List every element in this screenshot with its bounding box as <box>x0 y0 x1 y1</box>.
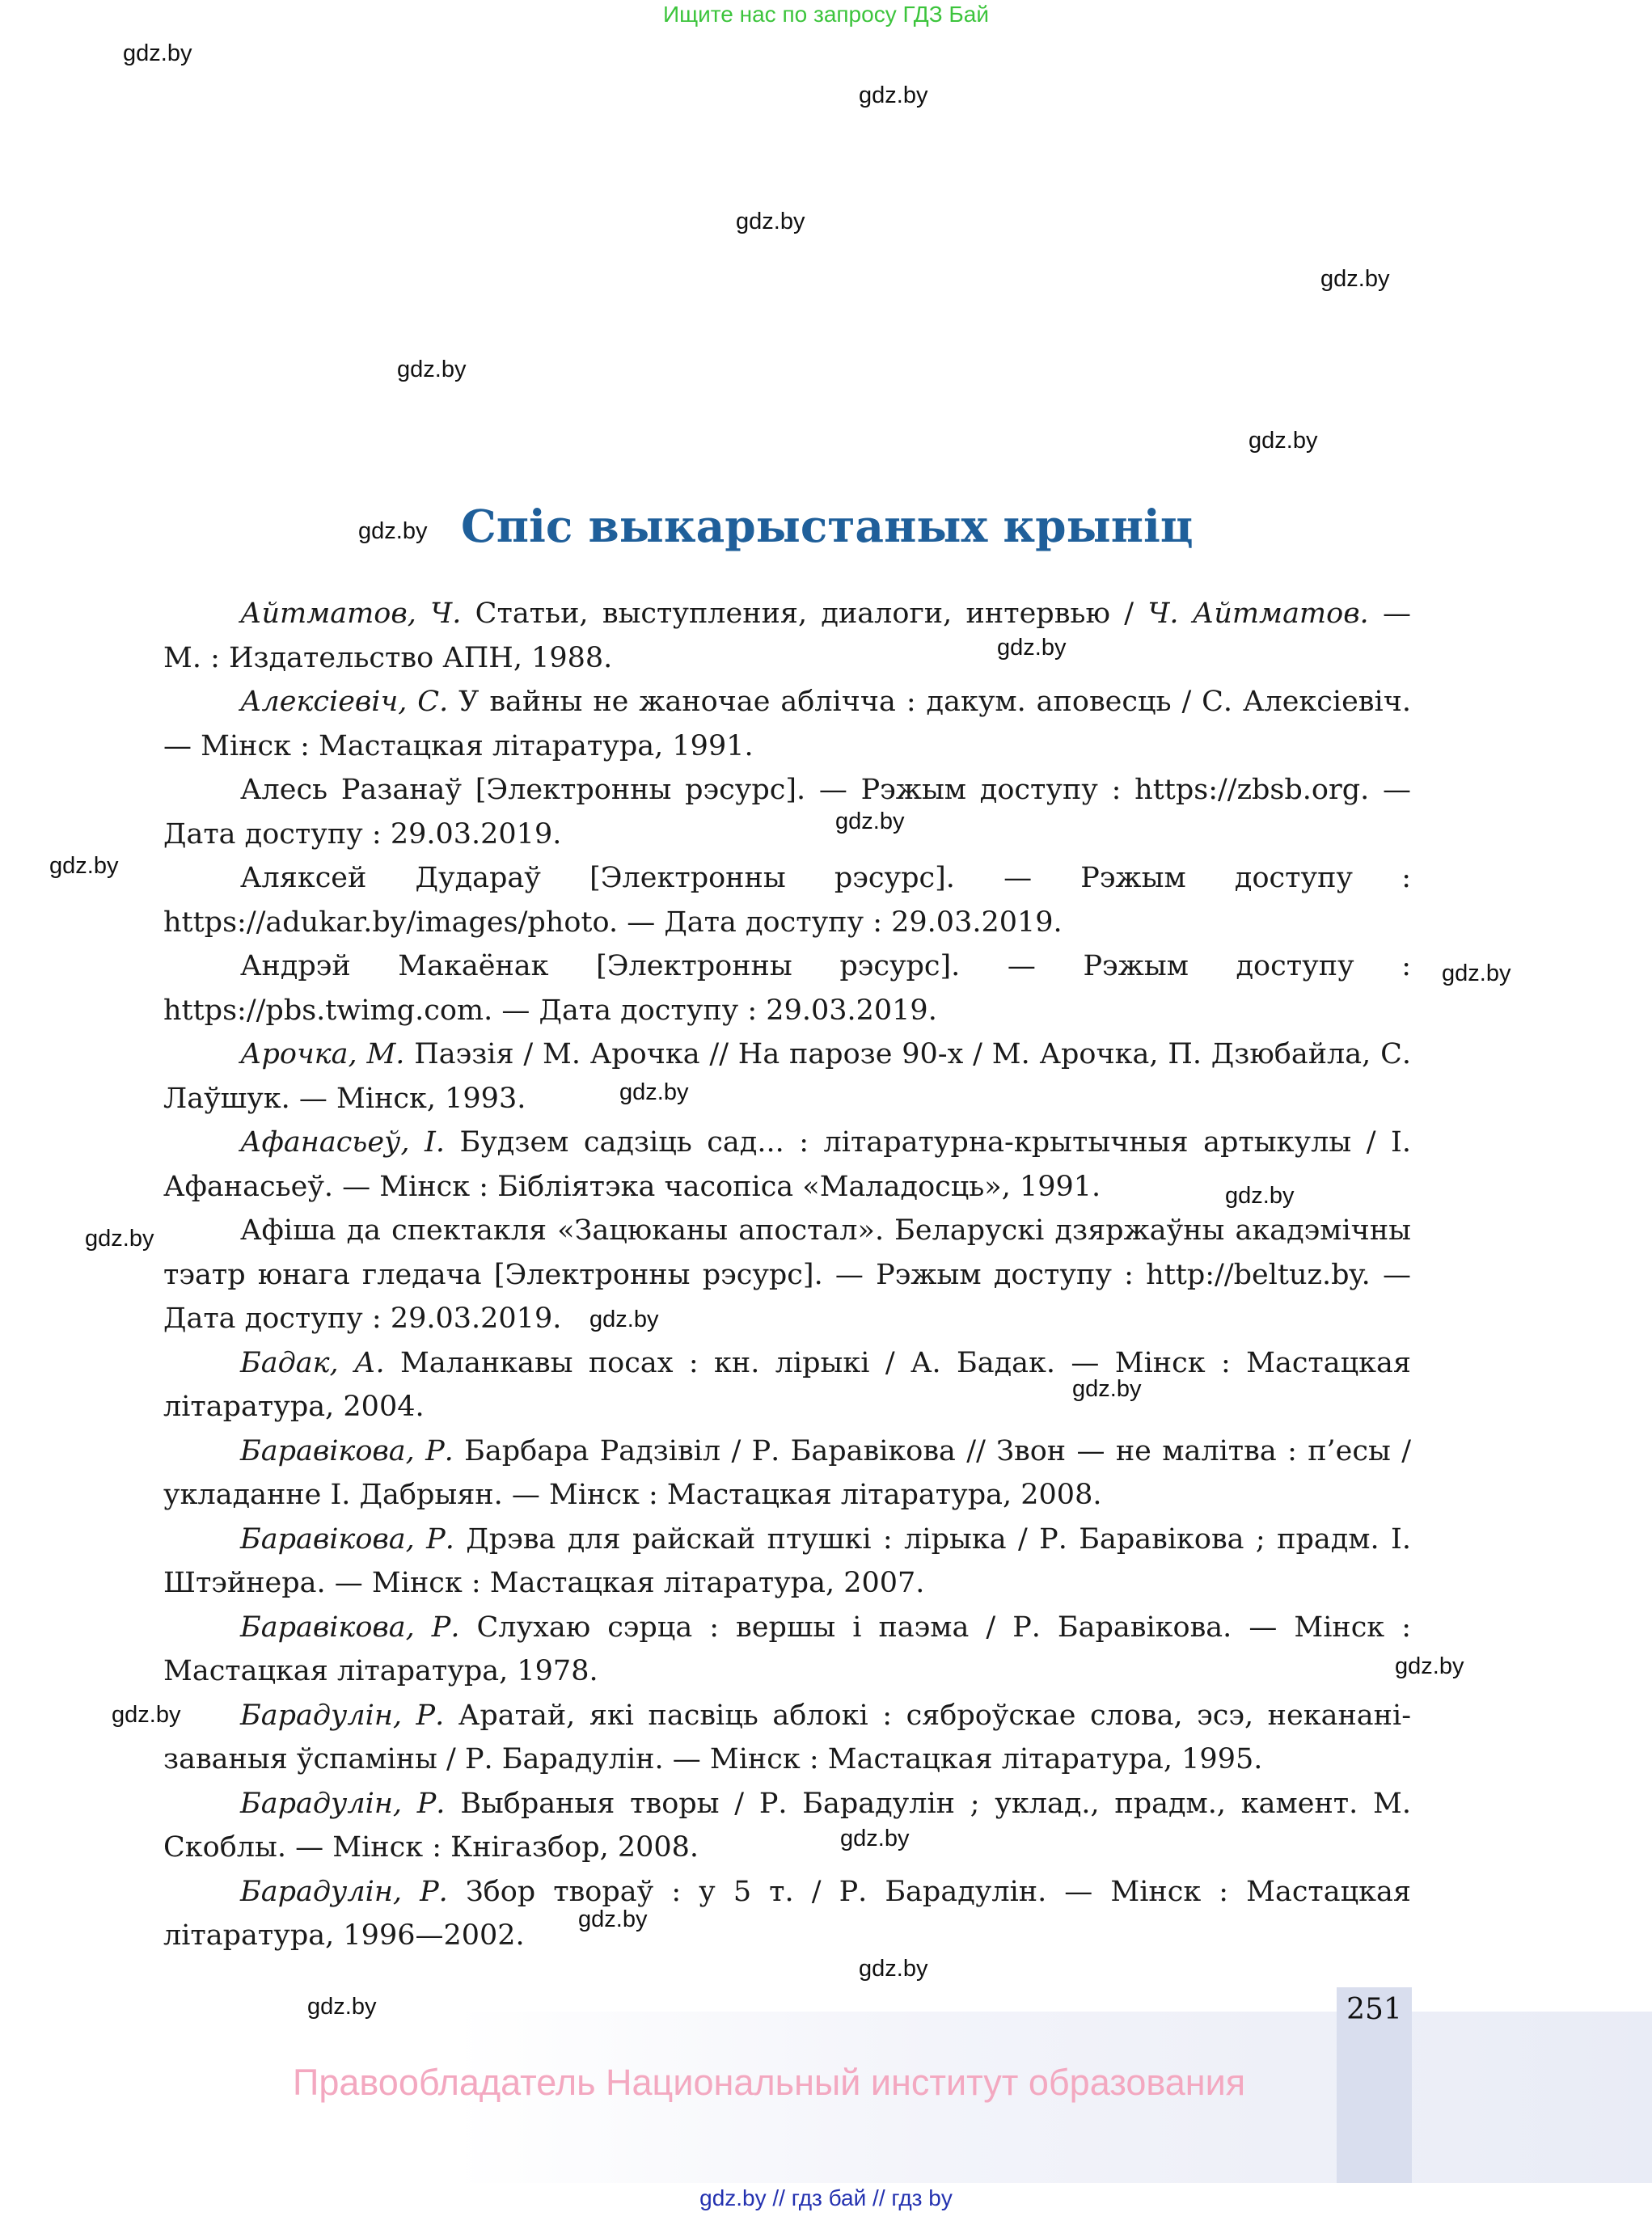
rights-holder-notice: Правообладатель Национальный институт образования <box>293 2062 1246 2103</box>
reference-item <box>163 680 1411 768</box>
reference-text: Будзем садзіць сад... : літаратурна-крытычныя артыкулы / І. Афанасьеў. — Мінск : Бібліятэка часопіса «Маладосць», 1991. <box>163 1126 1411 1203</box>
page-title: Спіс выкарыстаных крыніц <box>461 500 1194 552</box>
reference-author: Барадулін, Р. <box>240 1699 445 1732</box>
watermark: gdz.by <box>835 809 905 834</box>
reference-item <box>163 1782 1411 1870</box>
reference-author: Барадулін, Р. <box>240 1875 448 1908</box>
reference-author: Барадулін, Р. <box>240 1787 446 1820</box>
reference-text: Дрэва для райскай птушкі : лірыка / Р. Баравікова ; прадм. І. Штэйнера. — Мінск : Мастацкая літаратура, 2007. <box>163 1522 1411 1599</box>
page-number: 251 <box>1346 1993 1402 2026</box>
watermark: gdz.by <box>307 1994 377 2020</box>
reference-text: Барбара Радзівіл / Р. Баравікова // Звон — не малітва : п’есы / укладанне І. Дабрыян. — Мінск : Мастацкая літаратура, 2008. <box>163 1434 1411 1511</box>
watermark: gdz.by <box>1072 1376 1142 1402</box>
watermark: gdz.by <box>85 1226 154 1252</box>
reference-item <box>163 1694 1411 1782</box>
watermark: gdz.by <box>49 853 119 879</box>
watermark: gdz.by <box>112 1702 181 1728</box>
reference-text: Маланкавы посах : кн. лірыкі / А. Бадак. — Мінск : Мастацкая літаратура, 2004. <box>163 1346 1411 1423</box>
reference-item <box>163 1032 1411 1121</box>
watermark: gdz.by <box>589 1307 659 1332</box>
watermark: gdz.by <box>859 1956 928 1982</box>
reference-item <box>163 592 1411 680</box>
top-banner: Ищите нас по запросу ГДЗ Бай <box>662 2 990 27</box>
reference-text: Паэзія / М. Арочка // На парозе 90-х / М. Арочка, П. Дзюбайла, С. Лаўшук. — Мінск, 1993. <box>163 1038 1411 1115</box>
reference-text: Афіша да спектакля «Зацюканы апостал». Беларускі дзяржаўны акадэмічны тэатр юнага гледача [Электронны рэсурс]. — Рэжым доступу : http://beltuz.by. — Дата доступу : 29.03.2019. <box>163 1214 1411 1335</box>
reference-author: Ч. Айтматов. <box>1147 597 1369 630</box>
reference-item <box>163 1341 1411 1429</box>
watermark: gdz.by <box>1225 1183 1295 1209</box>
watermark: gdz.by <box>578 1906 648 1932</box>
watermark: gdz.by <box>1249 428 1318 454</box>
reference-author: Алексіевіч, С. <box>240 686 449 718</box>
reference-text: Андрэй Макаёнак [Электронны рэсурс]. — Рэжым доступу : https://pbs.twimg.com. — Дата доступу : 29.03.2019. <box>163 950 1411 1027</box>
watermark: gdz.by <box>397 357 467 382</box>
bottom-links[interactable]: gdz.by // гдз бай // гдз by <box>699 2185 953 2210</box>
reference-text: Аляксей Дудараў [Электронны рэсурс]. — Рэжым доступу : https://adukar.by/images/photo. — Дата доступу : 29.03.2019. <box>163 862 1411 939</box>
watermark: gdz.by <box>358 518 428 544</box>
reference-author: Баравікова, Р. <box>240 1522 454 1556</box>
reference-item <box>163 944 1411 1032</box>
reference-author: Баравікова, Р. <box>240 1611 460 1644</box>
reference-item <box>163 1606 1411 1694</box>
reference-item <box>163 856 1411 944</box>
watermark: gdz.by <box>859 82 928 108</box>
watermark: gdz.by <box>997 635 1067 661</box>
watermark: gdz.by <box>1320 266 1390 292</box>
watermark: gdz.by <box>1395 1653 1464 1679</box>
watermark: gdz.by <box>123 40 192 66</box>
reference-author: Арочка, М. <box>240 1038 405 1070</box>
watermark: gdz.by <box>840 1826 910 1851</box>
watermark: gdz.by <box>736 209 805 234</box>
reference-text: — М. : Издательство АПН, 1988. <box>163 597 1412 674</box>
reference-text: Алесь Разанаў [Электронны рэсурс]. — Рэжым доступу : https://zbsb.org. — Дата доступу : 29.03.2019. <box>163 774 1411 851</box>
reference-list <box>163 592 1411 1958</box>
reference-item <box>163 1870 1411 1958</box>
reference-text: Выбраныя творы / Р. Барадулін ; уклад., прадм., камент. М. Скоблы. — Мінск : Кнігазбор, 2008. <box>163 1787 1411 1864</box>
reference-author: Афанасьеў, І. <box>240 1126 445 1159</box>
reference-item <box>163 1429 1411 1518</box>
reference-item <box>163 1121 1411 1209</box>
reference-text: Збор твораў : у 5 т. / Р. Барадулін. — Мінск : Мастацкая літаратура, 1996—2002. <box>163 1875 1411 1952</box>
reference-text: У вайны не жаночае аблічча : дакум. аповесць / С. Алексіевіч. — Мінск : Мастацкая літаратура, 1991. <box>163 686 1411 762</box>
reference-item <box>163 768 1411 856</box>
reference-text: Статьи, выступления, диалоги, интервью / <box>461 597 1148 630</box>
reference-item <box>163 1518 1411 1606</box>
watermark: gdz.by <box>619 1079 689 1105</box>
reference-text: Слухаю сэрца : вершы і паэма / Р. Баравікова. — Мінск : Мастацкая літаратура, 1978. <box>163 1611 1412 1687</box>
watermark: gdz.by <box>1442 961 1511 986</box>
reference-text: Аратай, які пасвіць аблокі : сяброўскае слова, эсэ, некананізаваныя ўспаміны / Р. Барадулін. — Мінск : Мастацкая літаратура, 1995. <box>163 1699 1412 1775</box>
reference-item <box>163 1209 1411 1341</box>
reference-author: Баравікова, Р. <box>240 1434 454 1467</box>
reference-author: Айтматов, Ч. <box>240 597 462 630</box>
reference-author: Бадак, А. <box>240 1346 385 1379</box>
